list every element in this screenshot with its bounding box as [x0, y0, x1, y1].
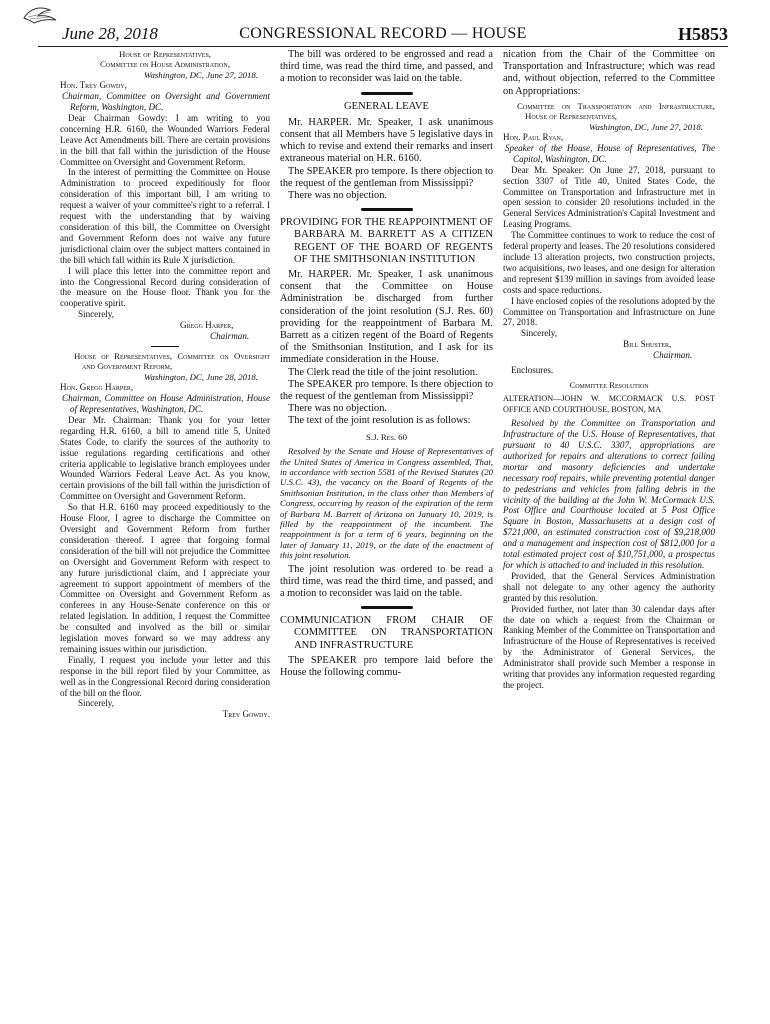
letter-heading: Committee on Transportation and Infrastructure, House of Representatives, — [517, 100, 715, 122]
proceedings-paragraph: The text of the joint resolution is as follows: — [288, 415, 471, 427]
section-divider — [361, 606, 413, 609]
issue-date: June 28, 2018 — [62, 24, 158, 43]
resolution-proviso: Provided, that the General Services Administration shall not delegate to any other agency the authority granted by this resolution. — [503, 570, 715, 603]
resolution-title: S.J. Res. 60 — [366, 431, 407, 442]
resolution-heading: Committee Resolution — [569, 379, 649, 390]
letter-heading-committee: Committee on House Administration, — [100, 59, 230, 70]
section-heading: PROVIDING FOR THE REAPPOINTMENT OF BARBARA M. BARRETT AS A CITIZEN REGENT OF THE BOARD OF REGENTS OF THE SMITHSONIAN INSTITUTION — [280, 217, 493, 265]
resolution-text: Resolved by the Senate and House of Representatives of the United States of America in Congress assembled, That, in accordance with section 5581 of the Revised Statutes (20 U.S.C. 43), the vacancy on the Board of Regents of the Smithsonian Institution, in the class other than Members of Congress, occurring by reason of the expiration of the term of Barbara M. Barrett of Arizona on January 10, 2019, is filled by the reappointment of the incumbent. The reappointment is for a term of 6 years, beginning on the later of January 11, 2019, or the date of the enactment of this joint resolution. — [280, 446, 493, 561]
proceedings-paragraph: The SPEAKER pro tempore. Is there objection to the request of the gentleman from Mississippi? — [280, 165, 493, 189]
proceedings-paragraph: The SPEAKER pro tempore. Is there objection to the request of the gentleman from Mississippi? — [280, 378, 493, 403]
section-heading: GENERAL LEAVE — [343, 100, 430, 112]
letter-paragraph: Dear Chairman Gowdy: I am writing to you concerning H.R. 6160, the Wounded Warriors Federal Leave Act Amendments bill. There are certain provisions in the bill that fall within the jurisdiction of the House Committee on Oversight and Government Reform. — [60, 112, 270, 167]
letter-recipient-title: Speaker of the House, House of Representatives, The Capitol, Washington, DC. — [505, 142, 715, 164]
proceedings-paragraph: There was no objection. — [288, 190, 387, 202]
letter-paragraph: Dear Mr. Speaker: On June 27, 2018, pursuant to section 3307 of Title 40, United States Code, the Committee on Transportation and Infrastructure met in open session to consider 20 resolutions included in the General Services Administration's Capital Investment and Leasing Programs. — [503, 164, 715, 230]
column-middle — [280, 49, 493, 679]
letter-recipient: Hon. Trey Gowdy, — [60, 80, 127, 91]
letter-recipient: Hon. Gregg Harper, — [60, 382, 134, 393]
letter-paragraph: So that H.R. 6160 may proceed expeditiously to the House Floor, I agree to discharge the Committee on Oversight and Government Reform from further consideration thereof. I agree that forgoing formal consideration of the bill will not prejudice the Committee on Oversight and Government Reform with respect to any future jurisdictional claim, and I appreciate your agreement to support appointment of members of the Committee on Oversight and Government Reform as conferees in any House-Senate conference on this or related legislation. In addition, I request the Committee be consulted and involved as the bill or similar legislation moves forward so we may address any remaining issues within our jurisdiction. — [60, 502, 270, 654]
resolution-text: Resolved by the Committee on Transportation and Infrastructure of the U.S. House of Representatives, that pursuant to 40 U.S.C. 3307, appropriations are authorized for repairs and alterations to correct failing mortar and masonry deficiencies and undertake necessary roof repairs, while preventing potential danger to pedestrians and vehicles from falling debris in the vicinity of the building at the John W. McCormack U.S. Post Office and Courthouse located at 5 Post Office Square in Boston, Massachusetts at a design cost of $721,000, an estimated construction cost of $9,218,000 and a management and inspection cost of $812,000 for a total estimated project cost of $10,751,000, a prospectus for which is attached to and included in this resolution. — [503, 418, 715, 570]
signature-name: Bill Shuster, — [623, 339, 672, 350]
letter-recipient: Hon. Paul Ryan, — [503, 132, 564, 143]
page-number: H5853 — [677, 24, 728, 44]
letter-heading: House of Representatives, Committee on Oversight and Government Reform, — [74, 350, 270, 372]
section-divider — [361, 92, 413, 95]
proceedings-paragraph: The bill was ordered to be engrossed and read a third time, was read the third time, and passed, and a motion to reconsider was laid on the table. — [280, 49, 493, 85]
signature-title: Chairman. — [653, 350, 693, 361]
column-right — [503, 49, 715, 691]
letter-location: Washington, DC, June 27, 2018. — [143, 69, 258, 80]
letter-paragraph: In the interest of permitting the Committee on House Administration to proceed expeditiously for floor consideration of this important bill, I am writing to request a waiver of your committee's right to a referral. I request with the understanding that by waiving consideration of this bill, the Committee on Oversight and Government Reform does not waive any future jurisdictional claim over the subject matters contained in the bill which fall within its Rule X jurisdiction. — [60, 167, 270, 265]
proceedings-paragraph: Mr. HARPER. Mr. Speaker, I ask unanimous consent that the Committee on House Administration be discharged from further consideration of the joint resolution (S.J. Res. 60) providing for the reappointment of Barbara M. Barrett as a citizen regent of the Board of Regents of the Smithsonian Institution, and I ask for its immediate consideration in the House. — [280, 269, 493, 366]
enclosures-note: Enclosures. — [511, 365, 554, 376]
section-heading: COMMUNICATION FROM CHAIR OF COMMITTEE ON TRANSPORTATION AND INFRASTRUCTURE — [280, 615, 493, 651]
proceedings-paragraph: The Clerk read the title of the joint resolution. — [288, 366, 478, 378]
page-header — [38, 24, 728, 47]
letter-recipient-title: Chairman, Committee on House Administration, House of Representatives, Washington, DC. — [62, 393, 270, 414]
letter-paragraph: Finally, I request you include your letter and this response in the bill report filed by your Committee, as well as in the Congressional Record during consideration of the bill on the floor. — [60, 654, 270, 698]
letter-paragraph: I will place this letter into the committee report and into the Congressional Record during consideration of the measure on the House floor. Thank you for the cooperative spirit. — [60, 265, 270, 309]
section-divider — [361, 208, 413, 211]
proceedings-paragraph: The SPEAKER pro tempore laid before the House the following commu- — [280, 654, 493, 678]
signature-name: Gregg Harper, — [180, 320, 234, 331]
resolution-subject: ALTERATION—JOHN W. MCCORMACK U.S. POST OFFICE AND COURTHOUSE, BOSTON, MA — [503, 394, 715, 414]
proceedings-paragraph: Mr. HARPER. Mr. Speaker, I ask unanimous consent that all Members have 5 legislative days in which to revise and extend their remarks and insert extraneous material on H.R. 6160. — [280, 116, 493, 165]
gpo-eagle-logo-icon — [20, 4, 64, 26]
proceedings-paragraph: The joint resolution was ordered to be read a third time, was read the third time, and passed, and a motion to reconsider was laid on the table. — [280, 563, 493, 599]
letter-location: Washington, DC, June 27, 2018. — [588, 121, 703, 132]
letter-paragraph: I have enclosed copies of the resolutions adopted by the Committee on Transportation and Infrastructure on June 27, 2018. — [503, 295, 715, 328]
section-divider — [151, 346, 179, 347]
proceedings-paragraph: There was no objection. — [288, 403, 387, 415]
letter-closing: Sincerely, — [78, 698, 115, 709]
letter-paragraph: Dear Mr. Chairman: Thank you for your letter regarding H.R. 6160, a bill to amend title 5, United States Code, to clarify the sources of the authority to issue regulations regarding certifications and other criteria applicable to legislative branch employees under Wounded Warriors Federal Leave Act. As you know, certain provisions of the bill fall within the jurisdiction of Committee on Oversight and Government Reform. — [60, 414, 270, 502]
letter-location: Washington, DC, June 28, 2018. — [143, 371, 258, 382]
column-left — [60, 49, 270, 720]
letter-heading: House of Representatives, — [118, 49, 211, 59]
publication-title: CONGRESSIONAL RECORD — HOUSE — [239, 25, 527, 42]
letter-closing: Sincerely, — [78, 309, 115, 320]
signature-title: Chairman. — [210, 331, 250, 342]
proceedings-paragraph: nication from the Chair of the Committee on Transportation and Infrastructure; which was read and, without objection, referred to the Committee on Appropriations: — [503, 49, 715, 97]
letter-closing: Sincerely, — [521, 328, 558, 339]
letter-paragraph: The Committee continues to work to reduce the cost of federal property and leases. The 20 resolutions considered include 13 alteration projects, two construction projects, two acquisitions, two leases, and one design for alteration and represent $139 million in savings from avoided lease costs and space reductions. — [503, 230, 715, 295]
letter-recipient-title: Chairman, Committee on Oversight and Government Reform, Washington, DC. — [62, 91, 270, 113]
resolution-proviso: Provided further, not later than 30 calendar days after the date on which a request from the Chairman or Ranking Member of the Committee on Transportation and Infrastructure of the House of Representatives is received by the Administrator of General Services, the Administrator shall provide such Member a response in writing that provides any information requested regarding the project. — [503, 603, 715, 690]
signature-name: Trey Gowdy. — [222, 709, 270, 720]
